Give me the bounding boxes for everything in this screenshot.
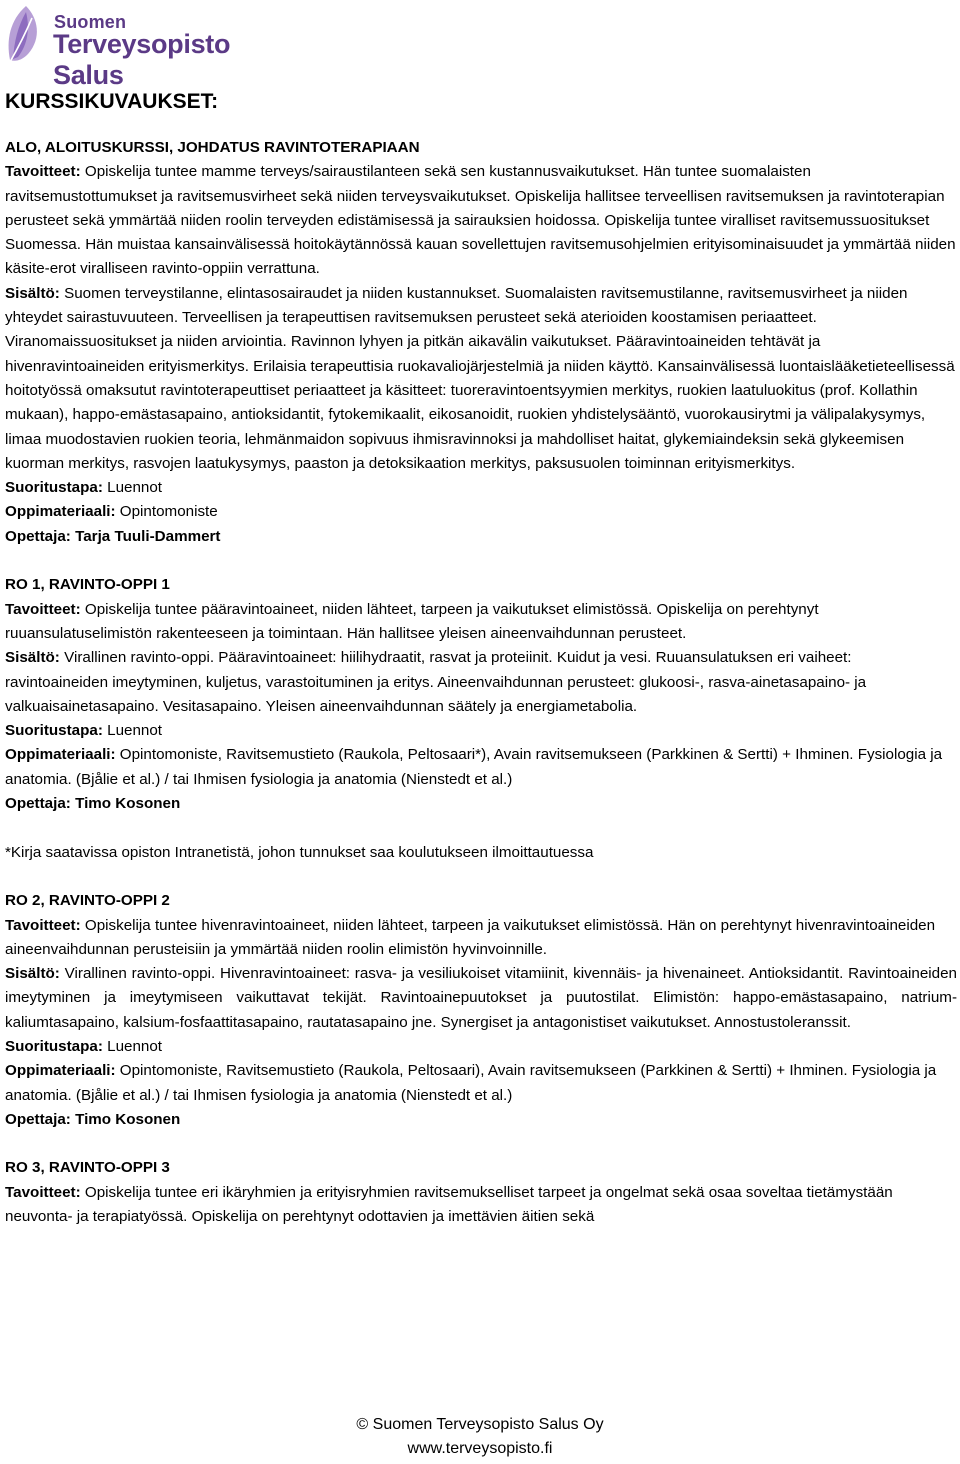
course-material <box>5 1059 957 1108</box>
brand-name-line1: Suomen <box>54 12 127 32</box>
footer-copyright: © Suomen Terveysopisto Salus Oy <box>356 1416 604 1433</box>
material-text: Opintomoniste, Ravitsemustieto (Raukola, Peltosaari*), Avain ravitsemukseen (Parkkinen & Sertti) + Ihminen. Fysiologia ja anatomia. (Bjålie et al.) / tai Ihmisen fysiologia ja anatomia (Nienstedt et al.) <box>5 746 943 788</box>
course-method <box>5 719 957 743</box>
teacher-label: Opettaja: <box>5 795 71 813</box>
material-text: Opintomoniste <box>119 503 218 521</box>
objectives-label: Tavoitteet: <box>5 163 81 181</box>
footer-url[interactable]: www.terveysopisto.fi <box>407 1440 553 1457</box>
teacher-name: Timo Kosonen <box>75 795 181 813</box>
course-content <box>5 282 957 476</box>
material-label: Oppimateriaali: <box>5 1062 116 1080</box>
course-material <box>5 500 957 524</box>
objectives-label: Tavoitteet: <box>5 1183 81 1201</box>
course-title: RO 1, RAVINTO-OPPI 1 <box>5 576 170 594</box>
method-label: Suoritustapa: <box>5 1037 103 1055</box>
content-text: Suomen terveystilanne, elintasosairaudet ja niiden kustannukset. Suomalaisten ravitsemustilanne, ravitsemusvirheet ja niiden yhteydet sairastuvuuteen. Terveellisen ja terapeuttisen ravitsemuksen perusteet sekä aterioiden koostamisen periaatteet. Viranomaissuositukset ja niiden arviointia. Ravinnon lyhyen ja pitkän aikavälin vaikutukset. Pääravintoaineiden tehtävät ja hivenravintoaineiden erityismerkitys. Erilaisia terapeuttisia ruokavaliojärjestelmiä ja niiden käyttö. Kansainvälisessä luontaislääketieteellisessä hoitotyössä omaksutut ravintoterapeuttiset periaatteet ja käsitteet: tuoreravintoentsyymien merkitys, ruokien laatuluokitus (prof. Kollathin mukaan), happo-emästasapaino, antioksidantit, fytokemikaalit, eikosanoidit, ruokien yhdistelysääntö, vuorokausirytmi ja välipalakysymys, limaa muodostavien ruokien teoria, lehmänmaidon sopivuus ihmisravinnoksi ja mahdolliset haitat, glykemiaindeksin sekä glykeemisen kuorman merkitys, rasvojen laatukysymys, paaston ja detoksikaation merkitys, paksusuolen toiminnan erityismerkitys. <box>5 284 955 472</box>
objectives-text: Opiskelija tuntee pääravintoaineet, niiden lähteet, tarpeen ja vaikutukset elimistössä. Opiskelija on perehtynyt ruuansulatuselimistön rakenteeseen ja toimintaan. Hän hallitsee yleisen aineenvaihdunnan perusteet. <box>5 600 819 642</box>
course-title: RO 3, RAVINTO-OPPI 3 <box>5 1159 170 1177</box>
course-content <box>5 646 957 719</box>
course-title: RO 2, RAVINTO-OPPI 2 <box>5 892 170 910</box>
objectives-text: Opiskelija tuntee eri ikäryhmien ja erityisryhmien ravitsemukselliset tarpeet ja ongelmat sekä osaa soveltaa tietämystään neuvonta- ja terapiatyössä. Opiskelija on perehtynyt odottavien ja imettävien äitien sekä <box>5 1183 893 1226</box>
course-teacher <box>5 792 957 816</box>
method-label: Suoritustapa: <box>5 722 103 740</box>
teacher-name: Tarja Tuuli-Dammert <box>75 527 221 545</box>
course-teacher <box>5 525 957 549</box>
course-objectives <box>5 1181 957 1230</box>
course-teacher <box>5 1108 957 1132</box>
teacher-name: Timo Kosonen <box>75 1110 181 1128</box>
course-descriptions <box>5 136 957 1229</box>
content-label: Sisältö: <box>5 965 60 983</box>
course-content <box>5 962 957 1035</box>
objectives-label: Tavoitteet: <box>5 600 81 618</box>
teacher-label: Opettaja: <box>5 1110 71 1128</box>
content-text: Virallinen ravinto-oppi. Hivenravintoaineet: rasva- ja vesiliukoiset vitamiinit, kivennäis- ja hivenaineet. Antioksidantit. Ravintoaineiden imeytyminen ja imeytymiseen vaikuttavat tekijät. Ravintoainepuutokset ja puutostilat. Elimistön: happo-emästasapaino, natrium-kaliumtasapaino, kalsium-fosfaattitasapaino, rautatasapaino jne. Synergiset ja antagonistiset vaikutukset. Annostustoleranssit. <box>5 965 957 1031</box>
objectives-text: Opiskelija tuntee mamme terveys/sairaustilanteen sekä sen kustannusvaikutukset. Hän tuntee suomalaisten ravitsemustottumukset ja ravitsemusvirheet sekä niiden terveysvaikutukset. Opiskelija hallitsee terveellisen ravitsemuksen ja ravintoterapian perusteet sekä ymmärtää niiden roolin terveyden edistämisessä ja sairauksien hoidossa. Opiskelija tuntee viralliset ravitsemussuositukset Suomessa. Hän muistaa kansainvälisessä hoitokäytännössä kauan sovellettujen ravitsemusohjelmien erityisominaisuudet ja ymmärtää niiden käsite-erot viralliseen ravinto-oppiin verrattuna. <box>5 163 956 278</box>
course-material <box>5 743 957 792</box>
objectives-text: Opiskelija tuntee hivenravintoaineet, niiden lähteet, tarpeen ja vaikutukset elimistössä. Hän on perehtynyt hivenravintoaineiden aineenvaihdunnan perusteisiin ja ymmärtää niiden roolin elimistön hyvinvoinnille. <box>5 916 936 958</box>
course-objectives <box>5 914 957 963</box>
brand-name-line2: Terveysopisto Salus <box>53 29 231 90</box>
content-label: Sisältö: <box>5 284 60 302</box>
course-alo <box>5 136 957 549</box>
material-label: Oppimateriaali: <box>5 746 116 764</box>
content-text: Virallinen ravinto-oppi. Pääravintoaineet: hiilihydraatit, rasvat ja proteiinit. Kuidut ja vesi. Ruuansulatuksen eri vaiheet: ravintoaineiden imeytyminen, kuljetus, varastoituminen ja eritys. Aineenvaihdunnan perusteet: glukoosi-, rasva-ainetasapaino- ja valkuaisainetasapaino. Vesitasapaino. Yleisen aineenvaihdunnan säätely ja energiametabolia. <box>5 649 867 715</box>
course-ro3 <box>5 1156 957 1229</box>
footnote: *Kirja saatavissa opiston Intranetistä, johon tunnukset saa koulutukseen ilmoittautuessa <box>5 843 594 861</box>
method-label: Suoritustapa: <box>5 479 103 497</box>
method-text: Luennot <box>107 1037 163 1055</box>
course-objectives <box>5 598 957 647</box>
material-label: Oppimateriaali: <box>5 503 116 521</box>
brand-logo <box>4 4 304 90</box>
course-method <box>5 476 957 500</box>
course-title: ALO, ALOITUSKURSSI, JOHDATUS RAVINTOTERAPIAAN <box>5 139 420 156</box>
leaf-logo-icon <box>4 4 50 64</box>
page-title: KURSSIKUVAUKSET: <box>5 90 219 113</box>
content-label: Sisältö: <box>5 649 60 667</box>
course-ro1 <box>5 573 957 865</box>
objectives-label: Tavoitteet: <box>5 916 81 934</box>
course-objectives <box>5 160 957 281</box>
course-method <box>5 1035 957 1059</box>
material-text: Opintomoniste, Ravitsemustieto (Raukola, Peltosaari), Avain ravitsemukseen (Parkkinen & Sertti) + Ihminen. Fysiologia ja anatomia. (Bjålie et al.) / tai Ihmisen fysiologia ja anatomia (Nienstedt et al.) <box>5 1062 937 1104</box>
method-text: Luennot <box>107 722 163 740</box>
method-text: Luennot <box>107 479 163 497</box>
course-ro2 <box>5 889 957 1132</box>
teacher-label: Opettaja: <box>5 527 71 545</box>
